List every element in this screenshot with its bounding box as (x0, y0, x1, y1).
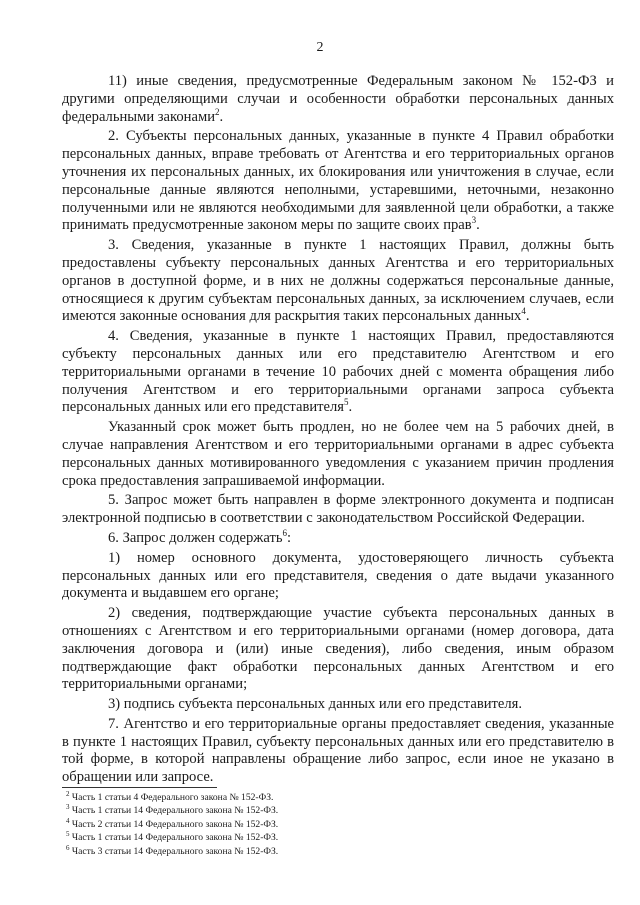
paragraph-text: 3) подпись субъекта персональных данных или его представителя. (108, 696, 523, 713)
paragraph-3 (62, 237, 614, 326)
paragraph-tail: . (525, 308, 530, 325)
paragraph-7 (62, 716, 614, 787)
document-body (62, 73, 614, 789)
paragraph-item-11 (62, 73, 614, 126)
paragraph-6 (62, 530, 614, 548)
footnote-ref: 4 (521, 306, 526, 317)
footnote-ref: 5 (344, 397, 349, 408)
paragraph-2 (62, 128, 614, 235)
paragraph-text: 2. Субъекты персональных данных, указанные в пункте 4 Правил обработки персональных данных, вправе требовать от Агентства и его территориальных органов уточнения их персональных данных, их блокирования или уничтожения в случае, если персональные данные являются неполными, устаревшими, неточными, незаконно полученными или не являются необходимыми для заявленной цели обработки, а также принимать предусмотренные законом меры по защите своих прав (62, 128, 614, 234)
paragraph-text: 2) сведения, подтверждающие участие субъекта персональных данных в отношениях с Агентством и его территориальными органами (номер договора, дата заключения договора и (или) иные сведения), либо сведения, иным образом подтверждающие факт обработки персональных данных Агентством и его территориальными органами; (62, 605, 614, 693)
paragraph-text: 1) номер основного документа, удостоверяющего личность субъекта персональных данных или его представителя, сведения о дате выдачи указанного документа и выдавшем его органе; (62, 549, 614, 602)
footnote-6 (62, 845, 582, 858)
footnote-ref: 2 (215, 106, 220, 117)
footnote-mark: 4 (66, 816, 70, 825)
paragraph-4-extension (62, 419, 614, 490)
footnote-mark: 5 (66, 830, 70, 839)
footnote-mark: 2 (66, 789, 70, 798)
footnote-ref: 3 (471, 215, 477, 226)
paragraph-text: Указанный срок может быть продлен, но не более чем на 5 рабочих дней, в случае направления Агентством и его территориальными органами в адрес субъекта персональных данных мотивированного уведомления с указанием причин продления срока предоставления запрашиваемой информации. (62, 419, 614, 489)
footnote-3 (62, 804, 582, 817)
footnote-2 (62, 791, 582, 804)
paragraph-text: 5. Запрос может быть направлен в форме электронного документа и подписан электронной подписью в соответствии с законодательством Российской Федерации. (62, 492, 614, 527)
paragraph-text: 6. Запрос должен содержать (108, 529, 283, 546)
footnote-text: Часть 1 статьи 4 Федерального закона № 152-ФЗ. (71, 792, 274, 803)
footnote-divider (62, 787, 217, 788)
paragraph-6-item-3 (62, 696, 614, 714)
footnote-text: Часть 2 статьи 14 Федерального закона № 152-ФЗ. (71, 818, 279, 830)
paragraph-5 (62, 492, 614, 528)
paragraph-tail: . (219, 108, 224, 125)
footnote-ref: 6 (282, 528, 287, 539)
footnote-text: Часть 1 статьи 14 Федерального закона № 152-ФЗ. (71, 832, 279, 844)
paragraph-tail: . (348, 399, 353, 416)
paragraph-6-item-2 (62, 605, 614, 694)
paragraph-4 (62, 328, 614, 417)
paragraph-text: 3. Сведения, указанные в пункте 1 настоящих Правил, должны быть предоставлены субъекту персональных данных Агентства и его территориальных органов в доступной форме, и в них не должны содержаться персональные данные, относящиеся к другим субъектам персональных данных, за исключением случаев, если имеются законные основания для раскрытия таких персональных данных (62, 237, 614, 325)
footnotes (62, 791, 582, 858)
footnote-5 (62, 831, 582, 844)
footnote-text: Часть 1 статьи 14 Федерального закона № 152-ФЗ. (71, 805, 279, 817)
footnote-mark: 6 (66, 843, 70, 852)
paragraph-tail: . (476, 217, 480, 234)
footnote-text: Часть 3 статьи 14 Федерального закона № 152-ФЗ. (71, 845, 279, 857)
page-number: 2 (316, 40, 324, 55)
paragraph-6-item-1 (62, 550, 614, 603)
paragraph-text: 4. Сведения, указанные в пункте 1 настоящих Правил, предоставляются субъекту персональных данных или его представителю Агентством и его территориальными органами в течение 10 рабочих дней с момента обращения либо получения Агентством и его территориальными органами запроса субъекта персональных данных или его представителя (62, 328, 614, 416)
paragraph-text: 7. Агентство и его территориальные органы предоставляет сведения, указанные в пункте 1 настоящих Правил, субъекту персональных данных или его представителю в той форме, в которой направлены обращение либо запрос, если иное не указано в обращении или запросе. (62, 715, 614, 786)
paragraph-tail: : (287, 529, 292, 546)
footnote-4 (62, 818, 582, 831)
paragraph-text: 11) иные сведения, предусмотренные Федеральным законом № 152-ФЗ и другими определяющими случаи и особенности обработки персональных данных федеральными законами (62, 73, 614, 125)
footnote-mark: 3 (66, 803, 70, 812)
